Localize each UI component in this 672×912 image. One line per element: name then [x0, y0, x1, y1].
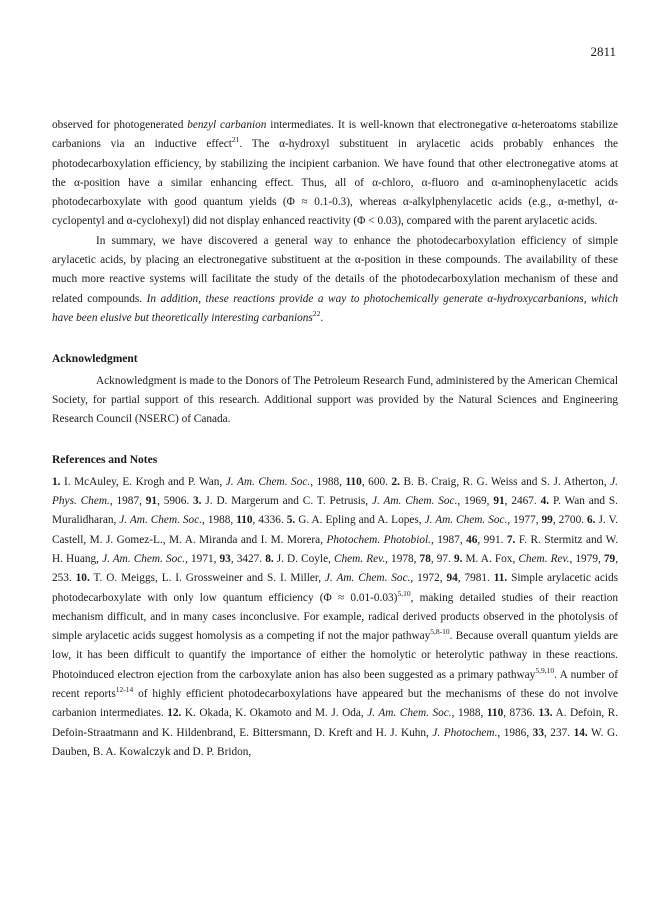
- acknowledgment-heading: Acknowledgment: [52, 353, 138, 366]
- acknowledgment-text: Acknowledgment is made to the Donors of The Petroleum Research Fund, administered by the American Chemical Society, for partial support of this research. Additional support was provided by the Natural Sciences and Engineering Research Council (NSERC) of Canada.: [52, 374, 618, 426]
- references-heading: References and Notes: [52, 454, 158, 467]
- body-text: [52, 116, 618, 762]
- paragraph-summary: In summary, we have discovered a general way to enhance the photodecarboxylation efficiency of simple arylacetic acids, by placing an electronegative substituent at the α-position in these compounds. The availability of these much more reactive systems will facilitate the study of the details of the photodecarboxylation mechanism of these and related compounds. In addition, these reactions provide a way to photochemically generate α-hydroxycarbanions, which have been elusive but theoretically interesting carbanions$^{22}$.: [52, 234, 618, 324]
- paragraph-discussion: observed for photogenerated benzyl carbanion intermediates. It is well-known that electronegative α-heteroatoms stabilize carbanions via an inductive effect$^{21}$. The α-hydroxyl substituent in arylacetic acids probably enhances the photodecarboxylation efficiency, by stabilizing the incipient carbanion. We have found that other electronegative atoms at the α-position have a similar enhancing effect. Thus, all of α-chloro, α-fluoro and α-aminophenylacetic acids photodecarboxylate with good quantum yields (Φ ≈ 0.1-0.3), whereas α-alkylphenylacetic acids (e.g., α-methyl, α-cyclopentyl and α-cyclohexyl) did not display enhanced reactivity (Φ < 0.03), compared with the parent arylacetic acids.: [52, 119, 619, 228]
- page-number: 2811: [590, 44, 616, 59]
- references-list: 1. I. McAuley, E. Krogh and P. Wan, J. Am. Chem. Soc., 1988, 110, 600. 2. B. B. Craig, R. G. Weiss and S. J. Atherton, J. Phys. Chem., 1987, 91, 5906. 3. J. D. Margerum and C. T. Petrusis, J. Am. Chem. Soc., 1969, 91, 2467. 4. P. Wan and S. Muralidharan, J. Am. Chem. Soc., 1988, 110, 4336. 5. G. A. Epling and A. Lopes, J. Am. Chem. Soc., 1977, 99, 2700. 6. J. V. Castell, M. J. Gomez-L., M. A. Miranda and I. M. Morera, Photochem. Photobiol., 1987, 46, 991. 7. F. R. Stermitz and W. H. Huang, J. Am. Chem. Soc., 1971, 93, 3427. 8. J. D. Coyle, Chem. Rev., 1978, 78, 97. 9. M. A. Fox, Chem. Rev., 1979, 79, 253. 10. T. O. Meiggs, L. I. Grossweiner and S. I. Miller, J. Am. Chem. Soc., 1972, 94, 7981. 11. Simple arylacetic acids photodecarboxylate with only low quantum efficiency (Φ ≈ 0.01-0.03)$^{5,10}$, making detailed studies of their reaction mechanism difficult, and in many cases inconclusive. For example, radical derived products observed in the photolysis of simple arylacetic acids suggest homolysis as a competing if not the major pathway$^{5,8-10}$. Because overall quantum yields are low, it has been difficult to quantify the importance of either the homolytic or heterolytic pathway in these reactions. Photoinduced electron ejection from the carboxylate anion has also been suggested as a primary pathway$^{5,9,10}$. A number of recent reports$^{12-14}$ of highly efficient photodecarboxylations have appeared but the mechanisms of these do not involve carbanion intermediates. 12. K. Okada, K. Okamoto and M. J. Oda, J. Am. Chem. Soc., 1988, 110, 8736. 13. A. Defoin, R. Defoin-Straatmann and K. Hildenbrand, E. Bittersmann, D. Kreft and H. J. Kuhn, J. Photochem., 1986, 33, 237. 14. W. G. Dauben, B. A. Kowalczyk and D. P. Bridon,: [52, 475, 619, 758]
